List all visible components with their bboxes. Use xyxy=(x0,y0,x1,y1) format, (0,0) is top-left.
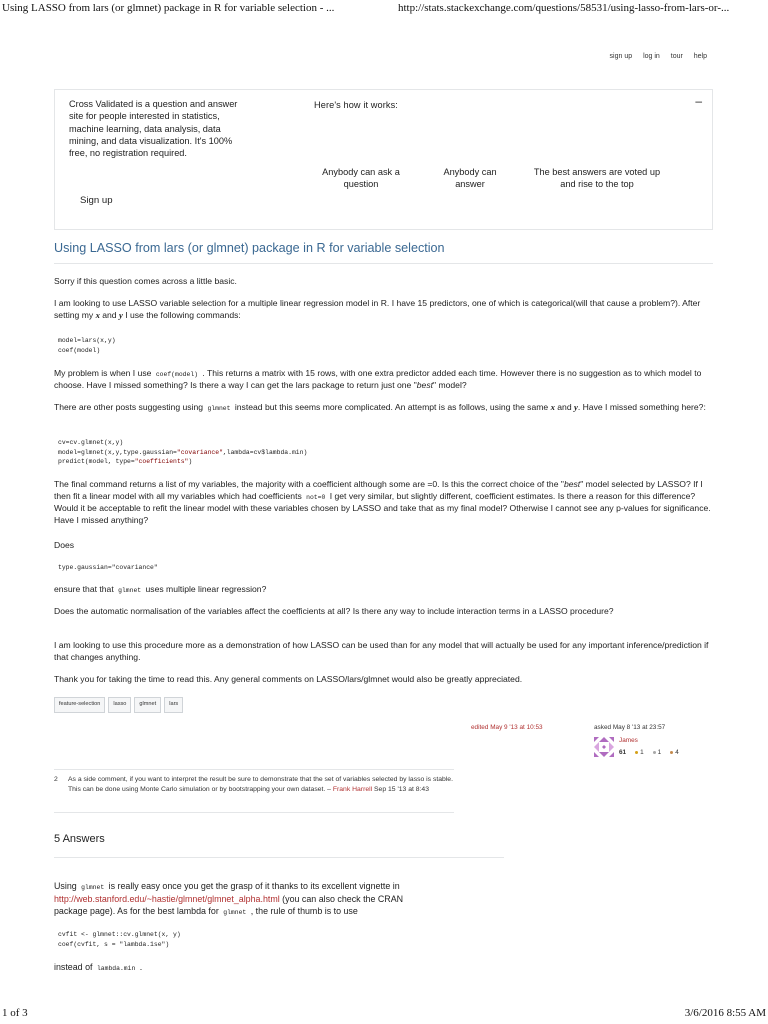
comment-text: As a side comment, if you want to interpret the result be sure to demonstrate that the set of variables selected by lasso is stable. This can be done using Monte Carlo simulation or by bootstrapping your own dataset. – Frank Harrell Sep 15 '13 at 8:43 xyxy=(68,776,453,794)
tag-feature-selection[interactable]: feature-selection xyxy=(54,697,105,713)
inline-code: coef(model) xyxy=(155,371,199,378)
user-avatar[interactable] xyxy=(594,737,614,757)
tour-link[interactable]: tour xyxy=(670,53,683,60)
user-reputation xyxy=(619,749,688,758)
intro-signup-button[interactable]: Sign up xyxy=(80,195,113,206)
question-paragraph-5: The final command returns a list of my variables, the majority with a coefficient although some are =0. Is this the correct choice of the "best" model selected by LASSO? If I then fit a linear model with all my variables which had coefficients not=0 I get very similar, but slightly different, coefficient estimates. Is there a reason for this difference? Would it be acceptable to refit the linear model with these variables chosen by LASSO and take that as my final model? Otherwise I cannot see any p-values for significance. Have I missed anything? xyxy=(54,479,711,525)
print-page-number: 1 of 3 xyxy=(2,1007,28,1019)
answer-paragraph-2: instead of lambda.min . xyxy=(54,962,143,972)
question-paragraph-8: Does the automatic normalisation of the variables affect the coefficients at all? Is there any way to include interaction terms in a LASSO procedure? xyxy=(54,606,614,616)
comment-divider-top xyxy=(54,769,454,770)
inline-code: glmnet xyxy=(81,884,105,891)
how-step-answer: Anybody can answer xyxy=(443,167,497,189)
tag-lasso[interactable]: lasso xyxy=(108,697,131,713)
tag-list xyxy=(54,697,186,713)
site-intro-box xyxy=(54,89,713,230)
signup-link[interactable]: sign up xyxy=(609,53,633,60)
inline-code: glmnet xyxy=(223,909,247,917)
question-paragraph-4: There are other posts suggesting using glmnet instead but this seems more complicated. An attempt is as follows, using the same x and y. Have I missed something here?: xyxy=(54,402,706,412)
bronze-badge-count: 4 xyxy=(675,749,679,756)
silver-badge-count: 1 xyxy=(657,749,662,756)
dismiss-button[interactable]: – xyxy=(695,94,702,108)
comment-author-link[interactable]: Frank Harrell xyxy=(332,786,373,794)
print-footer xyxy=(0,1004,768,1024)
topbar-links xyxy=(601,52,707,62)
inline-code: not=0 xyxy=(306,493,326,501)
help-link[interactable]: help xyxy=(693,53,707,60)
bronze-badge-icon xyxy=(670,751,673,754)
tag-lars[interactable]: lars xyxy=(164,697,183,713)
question-paragraph-1: Sorry if this question comes across a little basic. xyxy=(54,276,237,286)
code-block-lars: model=lars(x,y) coef(model) xyxy=(58,337,116,354)
intro-description: Cross Validated is a question and answer site for people interested in statistics, machine learning, data analysis, data mining, and data visualization. It's 100% free, no registration required. xyxy=(69,99,238,159)
inline-code: lambda.min xyxy=(96,965,136,972)
asked-timestamp: asked May 8 '13 at 23:57 xyxy=(594,724,666,731)
how-step-ask: Anybody can ask a question xyxy=(322,167,400,189)
code-block-covariance: type.gaussian="covariance" xyxy=(58,564,158,571)
question-paragraph-3: My problem is when I use coef(model) . This returns a matrix with 15 rows, with one extra predictor added each time. However there is no suggestion as to which model to choose. Have I missed something? Is there a way I can get the lars package to return just one "best" model? xyxy=(54,368,702,390)
print-header xyxy=(0,0,768,20)
user-name-link[interactable]: James xyxy=(619,737,638,744)
tag-glmnet[interactable]: glmnet xyxy=(134,697,161,713)
print-page-title: Using LASSO from lars (or glmnet) package in R for variable selection - ... xyxy=(2,2,335,14)
comment-score: 2 xyxy=(54,776,58,783)
login-link[interactable]: log in xyxy=(643,53,660,60)
answer-code-block: cvfit <- glmnet::cv.glmnet(x, y) coef(cvfit, s = "lambda.1se") xyxy=(58,931,181,948)
inline-code: glmnet xyxy=(118,587,142,594)
print-datetime: 3/6/2016 8:55 AM xyxy=(684,1007,766,1019)
inline-code: glmnet xyxy=(207,405,231,412)
silver-badge-icon xyxy=(653,751,656,754)
gold-badge-count: 1 xyxy=(640,749,644,756)
question-title[interactable]: Using LASSO from lars (or glmnet) package in R for variable selection xyxy=(54,241,445,255)
how-it-works-title: Here's how it works: xyxy=(314,100,398,110)
answers-count-header: 5 Answers xyxy=(54,833,105,845)
question-paragraph-10: Thank you for taking the time to read this. Any general comments on LASSO/lars/glmnet would also be greatly appreciated. xyxy=(54,674,523,684)
print-url: http://stats.stackexchange.com/questions/58531/using-lasso-from-lars-or-... xyxy=(398,2,730,14)
comment-divider-bottom xyxy=(54,812,454,813)
edited-link[interactable]: edited May 9 '13 at 10:53 xyxy=(471,724,543,731)
question-paragraph-7: ensure that that glmnet uses multiple linear regression? xyxy=(54,584,267,594)
question-paragraph-9: I am looking to use this procedure more as a demonstration of how LASSO can be used than for any model that will actually be used for any important inference/prediction if that changes anything. xyxy=(54,640,709,662)
vignette-link[interactable]: http://web.stanford.edu/~hastie/glmnet/glmnet_alpha.html xyxy=(54,893,280,904)
code-block-glmnet: cv=cv.glmnet(x,y) model=glmnet(x,y,type.gaussian="covariance",lambda=cv$lambda.min) predict(model, type="coefficients") xyxy=(58,439,308,466)
question-paragraph-6: Does xyxy=(54,540,75,550)
gold-badge-icon xyxy=(635,751,638,754)
answers-divider xyxy=(54,857,504,858)
answer-paragraph-1: Using glmnet is really easy once you get the grasp of it thanks to its excellent vignette in http://web.stanford.edu/~hastie/glmnet/glmnet_alpha.html (you can also check the CRAN package page). As for the best lambda for glmnet , the rule of thumb is to use xyxy=(54,881,404,917)
title-divider xyxy=(54,263,713,264)
question-paragraph-2: I am looking to use LASSO variable selection for a multiple linear regression model in R. I have 15 predictors, one of which is categorical(will that cause a problem?). After setting my x and y I use the following commands: xyxy=(54,298,701,320)
reputation-score: 61 xyxy=(619,749,627,756)
how-step-vote: The best answers are voted up and rise to the top xyxy=(533,167,661,189)
